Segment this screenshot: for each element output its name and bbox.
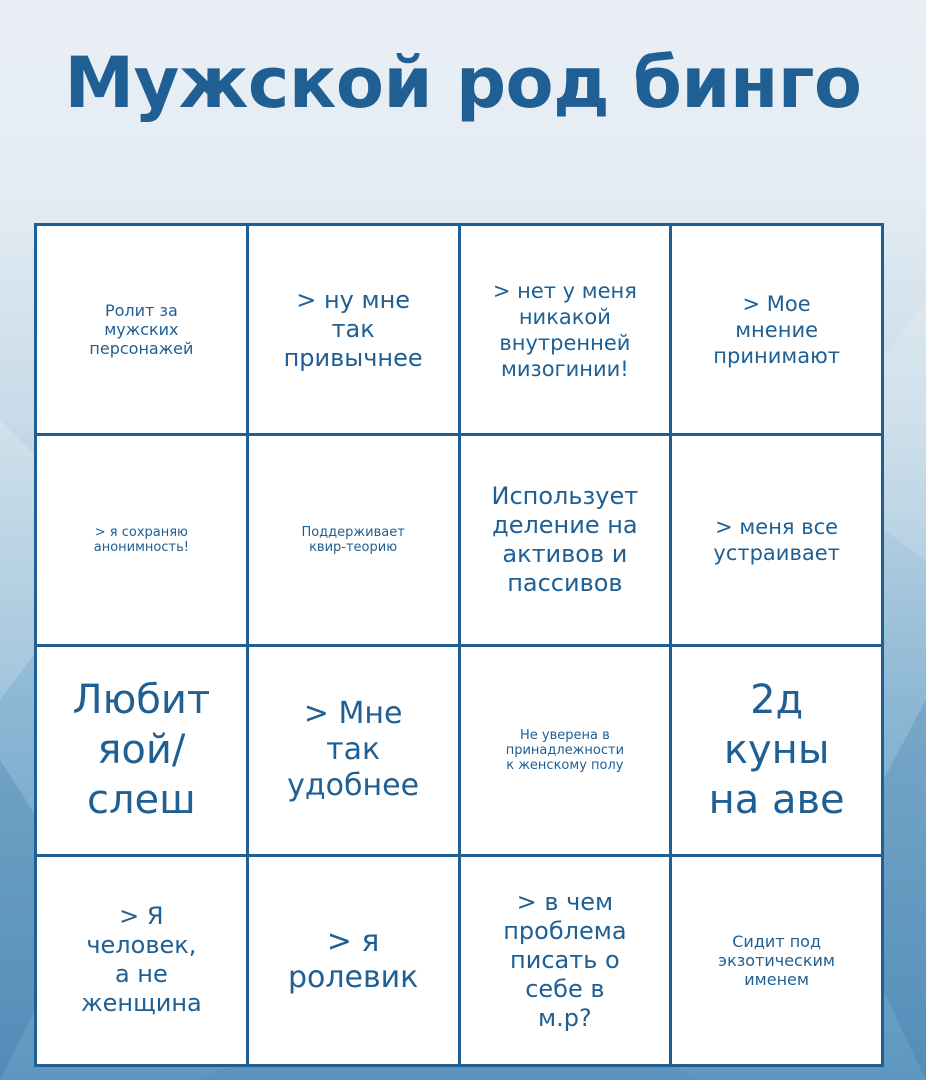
bingo-cell-text: > Мое мнение принимают [713,291,840,368]
bingo-cell[interactable] [461,647,670,854]
bingo-cell-text: Использует деление на активов и пассивов [491,481,639,597]
bingo-cell[interactable] [249,857,458,1064]
bingo-cell-text: > я сохраняю анонимность! [93,524,189,555]
bingo-cell-text: Любит яой/ слеш [72,677,211,824]
bingo-cell-text: > в чем проблема писать о себе в м.р? [503,887,627,1032]
bingo-cell-text: > Мне так удобнее [287,696,420,804]
bingo-cell[interactable] [249,647,458,854]
bingo-cell[interactable] [37,436,246,643]
bingo-cell-text: > Я человек, а не женщина [81,902,202,1018]
bingo-cell[interactable] [672,857,881,1064]
bingo-cell-text: Сидит под экзотическим именем [718,931,835,989]
bingo-cell[interactable] [672,436,881,643]
bingo-cell[interactable] [672,226,881,433]
page-title: Мужской род бинго [64,42,862,124]
bingo-cell-text: Не уверена в принадлежности к женскому полу [505,727,625,773]
bingo-cell[interactable] [37,647,246,854]
bingo-cell-text: > ну мне так привычнее [283,286,423,373]
bingo-cell[interactable] [461,436,670,643]
bingo-cell-text: 2д куны на аве [708,677,845,824]
bingo-cell[interactable] [461,226,670,433]
bingo-cell-text: > меня все устраивает [713,514,840,565]
bingo-cell[interactable] [249,436,458,643]
bingo-cell[interactable] [672,647,881,854]
bingo-cell-text: > я ролевик [287,924,419,996]
bingo-cell[interactable] [37,226,246,433]
bingo-cell[interactable] [37,857,246,1064]
bingo-cell-text: Ролит за мужских персонажей [89,301,194,359]
bingo-board [34,223,884,1067]
bingo-cell[interactable] [461,857,670,1064]
bingo-cell-text: > нет у меня никакой внутренней мизогинии! [492,278,637,381]
bingo-cell-text: Поддерживает квир-теорию [301,524,405,555]
bingo-cell[interactable] [249,226,458,433]
